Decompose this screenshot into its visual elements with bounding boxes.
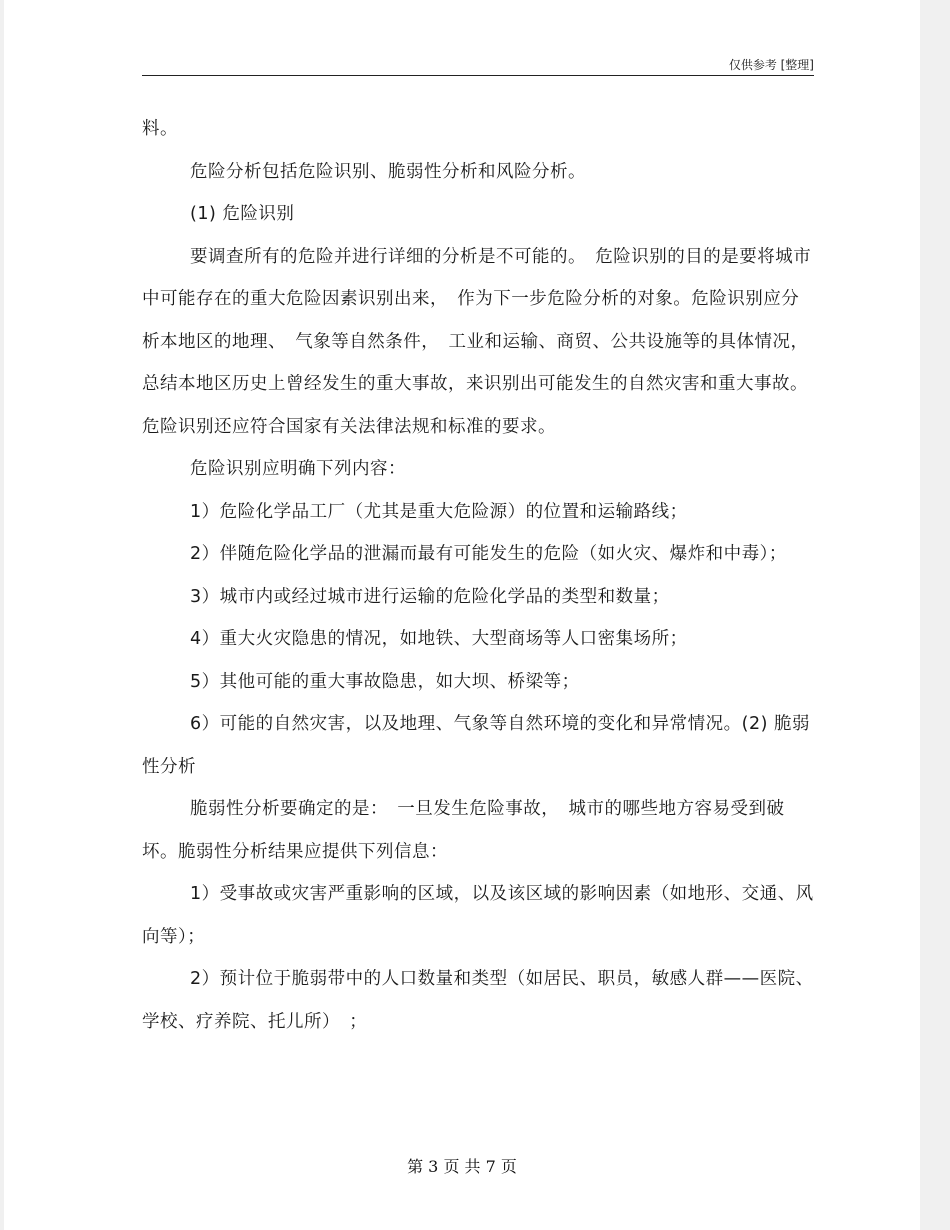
section-heading-hazard-identification: (1) 危险识别	[190, 204, 295, 224]
paragraph-continuation: 料。	[142, 119, 178, 139]
paragraph-list-lead: 危险识别应明确下列内容：	[190, 459, 406, 479]
header-rule	[142, 75, 814, 76]
list-item: 5）其他可能的重大事故隐患，如大坝、桥梁等；	[190, 671, 580, 692]
list-item: 3）城市内或经过城市进行运输的危险化学品的类型和数量；	[190, 586, 670, 607]
document-page	[4, 0, 920, 1230]
list-item: 1）受事故或灾害严重影响的区域，以及该区域的影响因素（如地形、交通、风向等）；	[142, 884, 814, 947]
paragraph-intro: 危险分析包括危险识别、脆弱性分析和风险分析。	[190, 161, 586, 182]
paragraph-hazard-identification: 要调查所有的危险并进行详细的分析是不可能的。 危险识别的目的是要将城市中可能存在的重大危险因素识别出来， 作为下一步危险分析的对象。危险识别应分析本地区的地理、 气象等自然条件， 工业和运输、商贸、公共设施等的具体情况， 总结本地区历史上曾经发生的重大事故，来识别出可能发生的自然灾害和重大事故。 危险识别还应符合国家有关法律法规和标准的要求。	[142, 246, 818, 437]
list-item: 2）伴随危险化学品的泄漏而最有可能发生的危险（如火灾、爆炸和中毒）；	[190, 544, 787, 564]
list-item: 6）可能的自然灾害，以及地理、气象等自然环境的变化和异常情况。(2) 脆弱性分析	[142, 714, 810, 777]
list-item: 1）危险化学品工厂（尤其是重大危险源）的位置和运输路线；	[190, 501, 688, 522]
list-item: 4）重大火灾隐患的情况，如地铁、大型商场等人口密集场所；	[190, 629, 688, 649]
list-item: 2）预计位于脆弱带中的人口数量和类型（如居民、职员，敏感人群——医院、学校、疗养院、托儿所） ；	[142, 969, 814, 1032]
body-text	[142, 108, 818, 1043]
paragraph-vulnerability: 脆弱性分析要确定的是： 一旦发生危险事故， 城市的哪些地方容易受到破坏。脆弱性分析结果应提供下列信息：	[142, 799, 785, 862]
header-note: 仅供参考 [整理]	[728, 58, 814, 72]
page-number: 第 3 页 共 7 页	[407, 1157, 517, 1176]
